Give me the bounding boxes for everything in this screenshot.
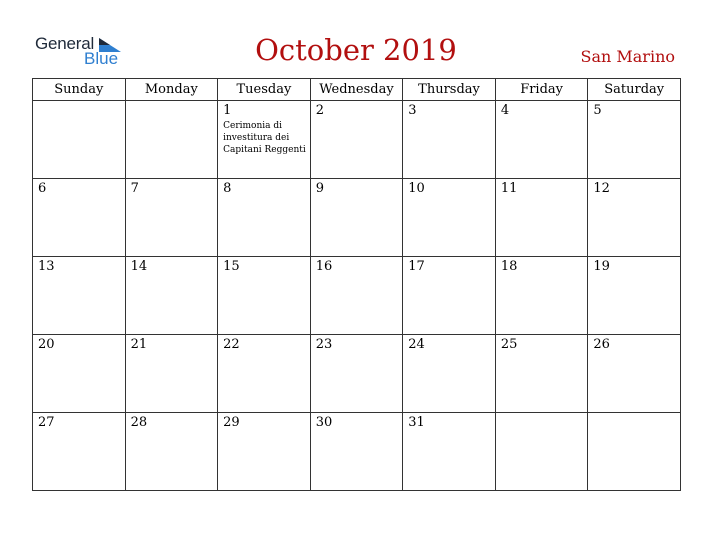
- day-cell: [125, 335, 218, 413]
- day-number: 22: [223, 337, 240, 352]
- logo-text-blue: Blue: [84, 49, 119, 68]
- day-number: 5: [593, 103, 602, 118]
- day-number: 1: [223, 103, 232, 118]
- day-cell: [218, 257, 311, 335]
- weekday-sunday: Sunday: [33, 79, 126, 101]
- day-cell: [310, 101, 403, 179]
- day-cell: [588, 413, 681, 491]
- day-cell: [588, 179, 681, 257]
- day-cell: [495, 413, 588, 491]
- day-number: 23: [315, 337, 333, 352]
- day-cell: [403, 335, 496, 413]
- day-number: 2: [315, 103, 324, 118]
- week-row: [33, 257, 681, 335]
- day-number: 30: [315, 415, 333, 430]
- day-cell: [218, 179, 311, 257]
- day-number: 25: [500, 337, 518, 352]
- day-cell: [310, 413, 403, 491]
- day-number: 21: [130, 337, 148, 352]
- calendar-title: October 2019: [255, 33, 457, 67]
- day-number: 4: [500, 103, 510, 118]
- day-number: 3: [408, 103, 417, 118]
- day-cell: [403, 101, 496, 179]
- day-number: 11: [500, 181, 518, 196]
- weekday-monday: Monday: [125, 79, 218, 101]
- day-cell: [588, 101, 681, 179]
- day-number: 16: [315, 259, 333, 274]
- day-number: 15: [223, 259, 240, 274]
- day-number: 12: [593, 181, 610, 196]
- weekday-friday: Friday: [495, 79, 588, 101]
- day-number: 8: [223, 181, 232, 196]
- day-number: 26: [593, 337, 610, 352]
- weekday-tuesday: Tuesday: [218, 79, 311, 101]
- day-cell: [218, 335, 311, 413]
- day-cell: [310, 179, 403, 257]
- day-cell: [403, 257, 496, 335]
- day-number: 6: [38, 181, 47, 196]
- weekday-wednesday: Wednesday: [310, 79, 403, 101]
- day-cell: [125, 179, 218, 257]
- day-cell: [495, 335, 588, 413]
- day-cell: [33, 179, 126, 257]
- day-number: 7: [130, 181, 139, 196]
- week-row: [33, 179, 681, 257]
- day-number: 24: [408, 337, 425, 352]
- day-cell: [125, 413, 218, 491]
- country-label: San Marino: [580, 47, 675, 66]
- day-number: 9: [315, 181, 324, 196]
- day-cell: [310, 335, 403, 413]
- week-row: [33, 101, 681, 179]
- day-number: 14: [130, 259, 148, 274]
- day-cell: [588, 335, 681, 413]
- day-cell: [403, 179, 496, 257]
- day-number: 10: [408, 181, 425, 196]
- day-cell: [125, 257, 218, 335]
- day-cell: [588, 257, 681, 335]
- day-cell: [218, 101, 311, 179]
- day-cell: [403, 413, 496, 491]
- day-number: 20: [38, 337, 55, 352]
- day-number: 13: [38, 259, 55, 274]
- day-cell: [125, 101, 218, 179]
- day-number: 18: [500, 259, 518, 274]
- holiday-event: Cerimonia di investitura dei Capitani Reggenti: [223, 121, 306, 155]
- day-number: 28: [130, 415, 148, 430]
- day-cell: [33, 335, 126, 413]
- day-cell: [310, 257, 403, 335]
- day-cell: [495, 179, 588, 257]
- weekday-header-row: [33, 79, 681, 101]
- weekday-thursday: Thursday: [403, 79, 496, 101]
- calendar-grid: [32, 78, 681, 491]
- day-cell: [495, 101, 588, 179]
- week-row: [33, 335, 681, 413]
- day-cell: [33, 101, 126, 179]
- day-number: 19: [593, 259, 610, 274]
- day-number: 29: [223, 415, 240, 430]
- day-number: 31: [408, 415, 425, 430]
- day-cell: [33, 257, 126, 335]
- day-cell: [495, 257, 588, 335]
- week-row: [33, 413, 681, 491]
- day-cell: [33, 413, 126, 491]
- day-cell: [218, 413, 311, 491]
- day-number: 17: [408, 259, 425, 274]
- weekday-saturday: Saturday: [588, 79, 681, 101]
- logo-text-general: General: [35, 34, 95, 53]
- day-number: 27: [38, 415, 55, 430]
